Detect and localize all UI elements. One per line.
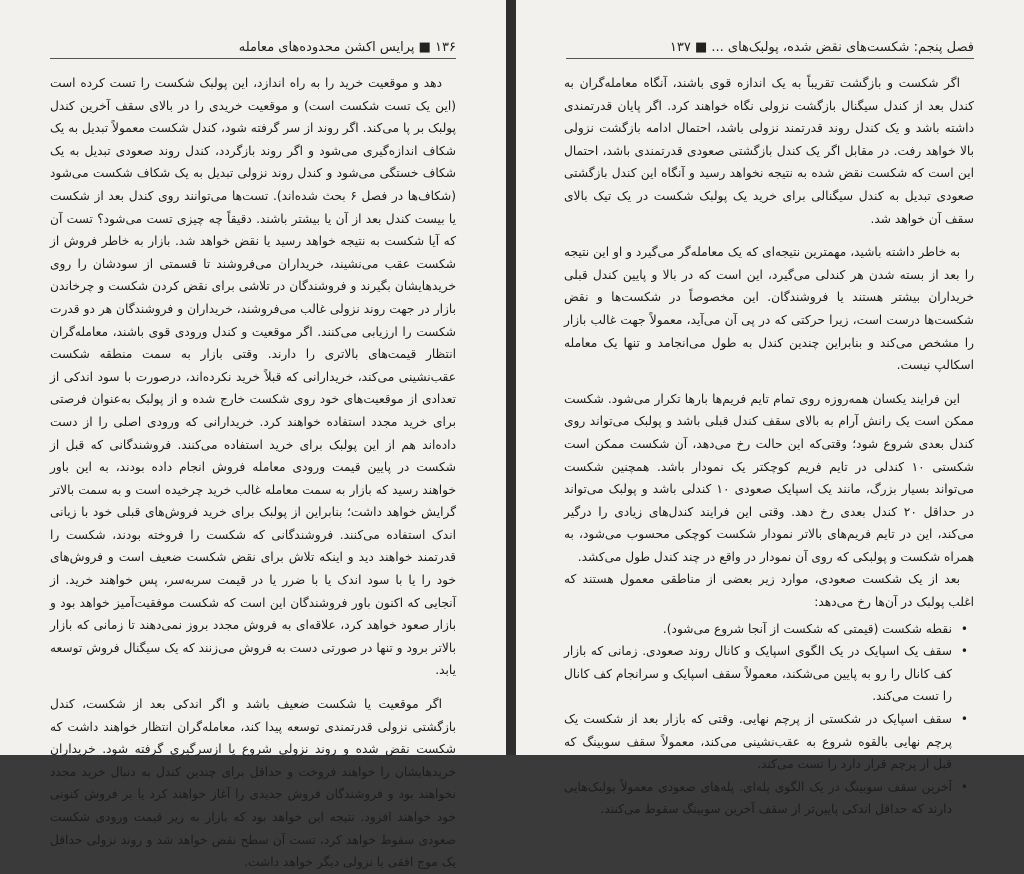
book-spine [506,0,516,755]
right-page-body [564,72,974,821]
left-page-body [50,72,456,874]
list-item [564,776,968,821]
list-item-text: نقطه شکست (قیمتی که شکست از آنجا شروع می‌شود). [662,621,952,636]
bullet-icon: • [960,621,968,636]
list-item [564,618,968,641]
left-page-header: ۱۳۶ ■ پرایس اکشن محدوده‌های معامله [238,40,456,55]
bullet-icon: • [960,644,968,659]
list-item-text: آخرین سقف سوبینگ در یک الگوی پله‌ای. پله‌های صعودی معمولاً پولبک‌هایی دارند که حداقل اندکی پایین‌تر از سقف آخرین سوبینگ سقوط می‌کنند. [564,779,952,817]
left-paragraph-1: دهد و موقعیت خرید را به راه اندازد، این پولبک شکست را تست کرده است (این یک تست شکست است) و موقعیت خریدی را در بالای سقف آخرین کندل پولبک بر پا می‌کند. اگر روند از سر گرفته شود، کندل شکست معمولاً تبدیل به یک شکاف اندازه‌گیری می‌شود و اگر روند بازگردد، کندل روند صعودی تبدیل به یک شکاف خستگی می‌شود و کندل روند نزولی تبدیل به یک شکاف شکست می‌شود (شکاف‌ها در فصل ۶ بحث شده‌اند). تست‌ها می‌توانند روی کندل بعد از شکست یا بیست کندل بعد از آن یا بیشتر باشند. دقیقاً چه چیزی تست می‌شود؟ تست آن که آیا شکست به نتیجه خواهد رسید یا نقض خواهد شد. بازار به خاطر فروش از شکست عقب می‌نشیند، خریداران می‌فروشند تا قسمتی از سودشان را روی خریدهایشان بگیرند و فروشندگان در تلاشی برای نقض کردن شکست و چرخاندن بازار در جهت روند نزولی غالب می‌فروشند، خریداران و فروشندگان هر دو قدرت شکست را ارزیابی می‌کنند. اگر موقعیت و کندل ورودی قوی باشند، معامله‌گران انتظار قیمت‌های بالاتری را دارند. وقتی بازار به سمت منطقه شکست عقب‌نشینی می‌کند، خریدارانی که قبلاً خرید نکرده‌اند، درصورت با سود اندکی از تعدادی از موقعیت‌های خود روی شکست خارج شده و از پولبک به‌عنوان فرصتی برای خرید مجدد استفاده خواهند کرد. خریدارانی که ورودی اصلی را از دست داده‌اند هم از این پولبک برای خرید استفاده می‌کنند. فروشندگانی که قبل از شکست در پایین قیمت ورودی معامله فروش انجام داده بودند، به این باور خواهند رسید که بازار به سمت معامله غالب خرید چرخیده است و به سمت بالاتر گرایش خواهد داشت؛ بنابراین از پولبک برای خرید فروش‌های قبلی خود با زیانی اندک استفاده می‌کنند. فروشندگانی که شکست را فروخته بودند، شکست را قدرتمند خواهند دید و اینکه تلاش برای نقض شکست ضعیف است و فروش‌های خود را یا با سود اندک یا با ضرر یا در قیمت سربه‌سر، پس خواهند خرید. از آنجایی که اکنون باور فروشندگان این است که شکست موفقیت‌آمیز خواهد بود و بازار صعود خواهد کرد، علاقه‌ای به فروش مجدد بروز نمی‌دهند تا زمانی که بازار بالاتر برود و تنها در صورتی دست به فروش می‌زنند که یک سیگنال فروش توسعه یابد. [50,76,456,678]
left-paragraph-2: اگر موقعیت یا شکست ضعیف باشد و اگر اندکی بعد از شکست، کندل بازگشتی نزولی قدرتمندی توسعه پیدا کند، معامله‌گران انتظار خواهند داشت که شکست نقض شده و روند نزولی شروع یا ازسرگیری گرفته شود. خریداران خریدهایشان را خواهند فروخت و حداقل برای چندین کندل به دنبال خرید مجدد نخواهند بود و فروشندگان فروش جدیدی را آغاز خواهند کرد یا بر فروش کنونی خود خواهند افزود. نتیجه این خواهد بود که بازار به زیر قیمت ورودی شکست صعودی سقوط خواهد کرد، تست آن سطح نقض خواهد شد و روند نزولی حداقل یک موج افقی یا نزولی دیگر خواهد داشت. [50,697,456,870]
right-header-rule [566,58,974,59]
right-page [516,0,1024,817]
list-item [564,708,968,776]
bullet-icon: • [960,779,968,794]
list-item-text: سقف اسپایک در شکستی از پرچم نهایی. وقتی که بازار بعد از شکست یک پرچم نهایی بالقوه شروع به عقب‌نشینی می‌کند، معمولاً سقف سوبینگ که قبل از پرچم قرار دارد را تست می‌کند. [564,712,952,772]
bullet-icon: • [960,712,968,727]
right-paragraph-1: اگر شکست و بازگشت تقریباً به یک اندازه قوی باشند، آنگاه معامله‌گران به کندل بعد از کندل سیگنال بازگشت نزولی نگاه خواهند کرد. اگر پایان قدرتمندی داشته باشد و یک کندل روند قدرتمند نزولی باشد، احتمال ادامه بازگشت نزولی بالا خواهد رفت. در مقابل اگر یک کندل بازگشتی صعودی قدرتمندی باشد، احتمال این است که شکست نقض شده به نتیجه نخواهد رسید و آنگاه این کندل بازگشتی صعودی تبدیل به کندل سیگنالی برای خرید یک پولبک شکست در یک تیک بالای سقف آن خواهد شد. [564,76,974,226]
right-paragraph-4: بعد از یک شکست صعودی، موارد زیر بعضی از مناطقی معمول هستند که اغلب پولبک در آن‌ها رخ می‌دهد: [564,572,974,610]
left-page [0,0,506,870]
right-paragraph-2: به خاطر داشته باشید، مهمترین نتیجه‌ای که یک معامله‌گر می‌گیرد و او این نتیجه را بعد از بسته شدن هر کندلی می‌گیرد، این است که در بالا و پایین کندل قبلی خریداران بیشتر هستند یا فروشندگان. این مخصوصاً در شکست‌ها و نقض شکست‌ها درست است، زیرا حرکتی که در پی آن می‌آید، معمولاً جهت غالب بازار را مشخص می‌کند و بنابراین چندین کندل به طول می‌انجامد و تنها یک معامله اسکالپ نیست. [564,245,974,373]
list-item [564,640,968,708]
right-paragraph-3: این فرایند یکسان همه‌روزه روی تمام تایم فریم‌ها بارها تکرار می‌شود. شکست ممکن است یک رانش آرام به بالای سقف کندل قبلی باشد و پولبک می‌تواند روی کندل بعدی شروع شود؛ وقتی‌که این حالت رخ می‌دهد، آن شکست ممکن است شکستی ۱۰ کندلی در تایم فریم کوچکتر یک نمودار باشد. همچنین شکست می‌تواند بسیار بزرگ، مانند یک اسپایک صعودی ۱۰ کندلی باشد و پولبک می‌تواند در حداقل ۲۰ کندل بعدی رخ دهد. وقتی این فرایند کندل‌های زیادی را درگیر می‌کند، این در تایم فریم‌های بالاتر نمودار شکست کوچکی محسوب می‌شود، به همراه شکست و پولبکی که روی آن نمودار در واقع در چند کندل طول می‌کشد. [564,391,974,564]
left-header-rule [50,58,456,59]
right-page-header: فصل پنجم: شکست‌های نقض شده، پولبک‌های ... ■ ۱۳۷ [669,40,974,55]
pullback-areas-list [564,618,974,821]
list-item-text: سقف یک اسپایک در یک الگوی اسپایک و کانال روند صعودی. زمانی که بازار کف کانال را رو به پایین می‌شکند، معمولاً سقف اسپایک و سرانجام کف کانال را تست می‌کند. [564,644,952,704]
